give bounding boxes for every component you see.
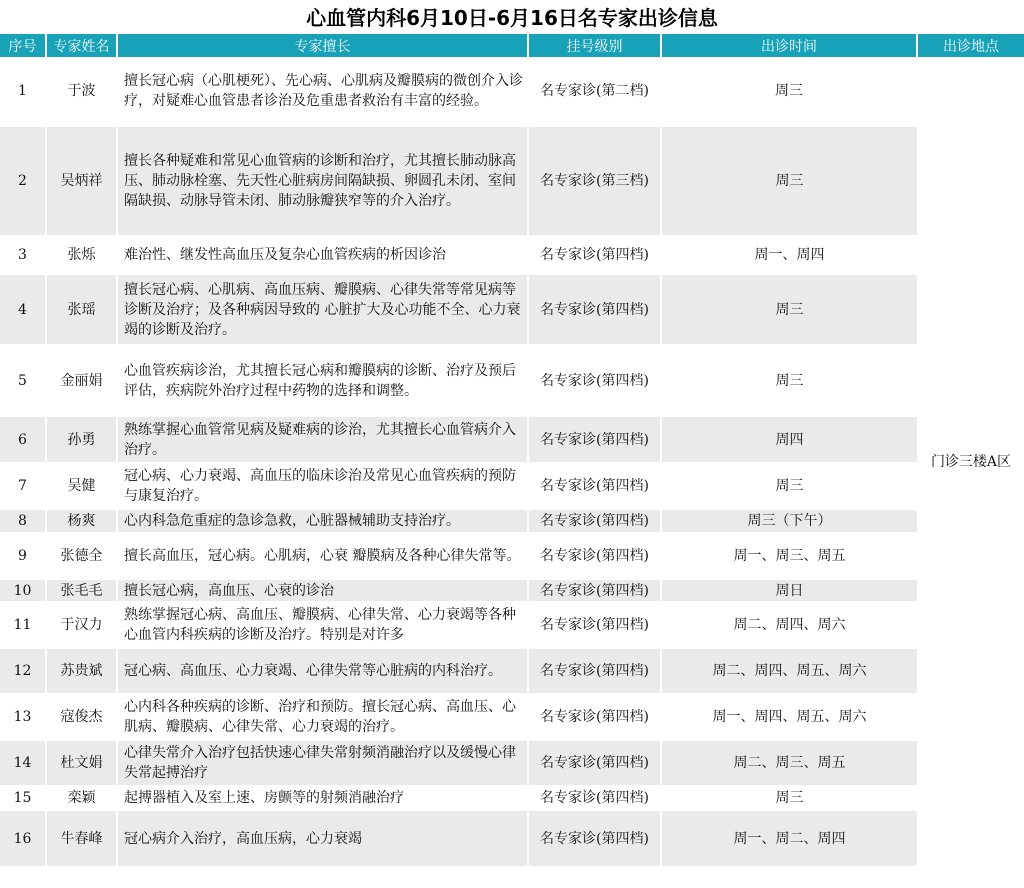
row-number: 8 <box>0 509 46 533</box>
expert-specialty: 熟练掌握心血管常见病及疑难病的诊治，尤其擅长心血管病介入治疗。 <box>117 416 528 463</box>
table-row <box>0 126 1024 236</box>
table-row <box>0 57 1024 126</box>
table-row <box>0 602 1024 648</box>
expert-specialty: 心血管疾病诊治，尤其擅长冠心病和瓣膜病的诊断、治疗及预后评估，疾病院外治疗过程中药物的选择和调整。 <box>117 345 528 416</box>
row-number: 4 <box>0 274 46 345</box>
registration-level: 名专家诊(第四档) <box>528 810 661 867</box>
clinic-time: 周二、周四、周六 <box>661 602 917 648</box>
expert-name: 杨爽 <box>46 509 117 533</box>
expert-name: 张烁 <box>46 236 117 274</box>
expert-name: 于汉力 <box>46 602 117 648</box>
row-number: 11 <box>0 602 46 648</box>
expert-specialty: 擅长冠心病、心肌病、高血压病、瓣膜病、心律失常等常见病等诊断及治疗；及各种病因导致的 心脏扩大及心功能不全、心力衰竭的诊断及治疗。 <box>117 274 528 345</box>
table-row <box>0 236 1024 274</box>
table-row <box>0 509 1024 533</box>
schedule-table <box>0 34 1024 868</box>
table-row <box>0 579 1024 602</box>
table-row <box>0 533 1024 579</box>
table-row <box>0 648 1024 694</box>
registration-level: 名专家诊(第四档) <box>528 345 661 416</box>
row-number: 15 <box>0 786 46 810</box>
row-number: 12 <box>0 648 46 694</box>
expert-specialty: 擅长各种疑难和常见心血管病的诊断和治疗，尤其擅长肺动脉高压、肺动脉栓塞、先天性心脏病房间隔缺损、卵圆孔未闭、室间隔缺损、动脉导管未闭、肺动脉瓣狭窄等的介入治疗。 <box>117 126 528 236</box>
registration-level: 名专家诊(第四档) <box>528 740 661 786</box>
clinic-location: 门诊三楼A区 <box>917 57 1024 867</box>
expert-name: 吴健 <box>46 463 117 509</box>
registration-level: 名专家诊(第四档) <box>528 533 661 579</box>
row-number: 6 <box>0 416 46 463</box>
expert-specialty: 冠心病、高血压、心力衰竭、心律失常等心脏病的内科治疗。 <box>117 648 528 694</box>
registration-level: 名专家诊(第四档) <box>528 786 661 810</box>
header-level: 挂号级别 <box>528 34 661 57</box>
expert-name: 苏贵斌 <box>46 648 117 694</box>
registration-level: 名专家诊(第四档) <box>528 579 661 602</box>
page-title: 心血管内科6月10日-6月16日名专家出诊信息 <box>306 6 718 30</box>
clinic-time: 周三 <box>661 274 917 345</box>
expert-specialty: 冠心病、心力衰竭、高血压的临床诊治及常见心血管疾病的预防与康复治疗。 <box>117 463 528 509</box>
clinic-time: 周三 <box>661 463 917 509</box>
row-number: 10 <box>0 579 46 602</box>
registration-level: 名专家诊(第二档) <box>528 57 661 126</box>
expert-specialty: 擅长冠心病（心肌梗死）、先心病、心肌病及瓣膜病的微创介入诊疗，对疑难心血管患者诊治及危重患者救治有丰富的经验。 <box>117 57 528 126</box>
registration-level: 名专家诊(第四档) <box>528 416 661 463</box>
expert-name: 张瑶 <box>46 274 117 345</box>
expert-specialty: 擅长冠心病，高血压、心衰的诊治 <box>117 579 528 602</box>
expert-specialty: 擅长高血压，冠心病。心肌病，心衰 瓣膜病及各种心律失常等。 <box>117 533 528 579</box>
clinic-time: 周三（下午） <box>661 509 917 533</box>
clinic-time: 周日 <box>661 579 917 602</box>
expert-name: 杜文娟 <box>46 740 117 786</box>
table-row <box>0 740 1024 786</box>
row-number: 2 <box>0 126 46 236</box>
table-row <box>0 274 1024 345</box>
row-number: 1 <box>0 57 46 126</box>
row-number: 16 <box>0 810 46 867</box>
expert-specialty: 起搏器植入及室上速、房颤等的射频消融治疗 <box>117 786 528 810</box>
row-number: 14 <box>0 740 46 786</box>
expert-name: 张毛毛 <box>46 579 117 602</box>
header-name: 专家姓名 <box>46 34 117 57</box>
table-row <box>0 810 1024 867</box>
expert-specialty: 难治性、继发性高血压及复杂心血管疾病的析因诊治 <box>117 236 528 274</box>
clinic-time: 周一、周四 <box>661 236 917 274</box>
clinic-time: 周三 <box>661 345 917 416</box>
table-row <box>0 416 1024 463</box>
registration-level: 名专家诊(第三档) <box>528 126 661 236</box>
expert-specialty: 心律失常介入治疗包括快速心律失常射频消融治疗以及缓慢心律失常起搏治疗 <box>117 740 528 786</box>
expert-name: 于波 <box>46 57 117 126</box>
header-no: 序号 <box>0 34 46 57</box>
registration-level: 名专家诊(第四档) <box>528 509 661 533</box>
row-number: 13 <box>0 694 46 740</box>
registration-level: 名专家诊(第四档) <box>528 463 661 509</box>
expert-specialty: 心内科各种疾病的诊断、治疗和预防。擅长冠心病、高血压、心肌病、瓣膜病、心律失常、心力衰竭的治疗。 <box>117 694 528 740</box>
clinic-time: 周三 <box>661 57 917 126</box>
table-row <box>0 463 1024 509</box>
expert-name: 牛春峰 <box>46 810 117 867</box>
clinic-time: 周二、周三、周五 <box>661 740 917 786</box>
clinic-time: 周三 <box>661 786 917 810</box>
expert-name: 寇俊杰 <box>46 694 117 740</box>
row-number: 9 <box>0 533 46 579</box>
registration-level: 名专家诊(第四档) <box>528 694 661 740</box>
expert-name: 金丽娟 <box>46 345 117 416</box>
header-time: 出诊时间 <box>661 34 917 57</box>
row-number: 3 <box>0 236 46 274</box>
clinic-time: 周一、周三、周五 <box>661 533 917 579</box>
clinic-time: 周一、周四、周五、周六 <box>661 694 917 740</box>
expert-specialty: 熟练掌握冠心病、高血压、瓣膜病、心律失常、心力衰竭等各种心血管内科疾病的诊断及治疗。特别是对许多 <box>117 602 528 648</box>
header-location: 出诊地点 <box>917 34 1024 57</box>
row-number: 5 <box>0 345 46 416</box>
expert-name: 孙勇 <box>46 416 117 463</box>
registration-level: 名专家诊(第四档) <box>528 602 661 648</box>
clinic-time: 周四 <box>661 416 917 463</box>
clinic-time: 周一、周二、周四 <box>661 810 917 867</box>
expert-specialty: 冠心病介入治疗，高血压病，心力衰竭 <box>117 810 528 867</box>
expert-specialty: 心内科急危重症的急诊急救，心脏器械辅助支持治疗。 <box>117 509 528 533</box>
registration-level: 名专家诊(第四档) <box>528 648 661 694</box>
table-row <box>0 694 1024 740</box>
expert-name: 栾颖 <box>46 786 117 810</box>
expert-name: 张德全 <box>46 533 117 579</box>
registration-level: 名专家诊(第四档) <box>528 236 661 274</box>
expert-name: 吴炳祥 <box>46 126 117 236</box>
header-specialty: 专家擅长 <box>117 34 528 57</box>
registration-level: 名专家诊(第四档) <box>528 274 661 345</box>
clinic-time: 周三 <box>661 126 917 236</box>
header-row <box>0 34 1024 57</box>
table-row <box>0 786 1024 810</box>
clinic-time: 周二、周四、周五、周六 <box>661 648 917 694</box>
row-number: 7 <box>0 463 46 509</box>
table-row <box>0 345 1024 416</box>
